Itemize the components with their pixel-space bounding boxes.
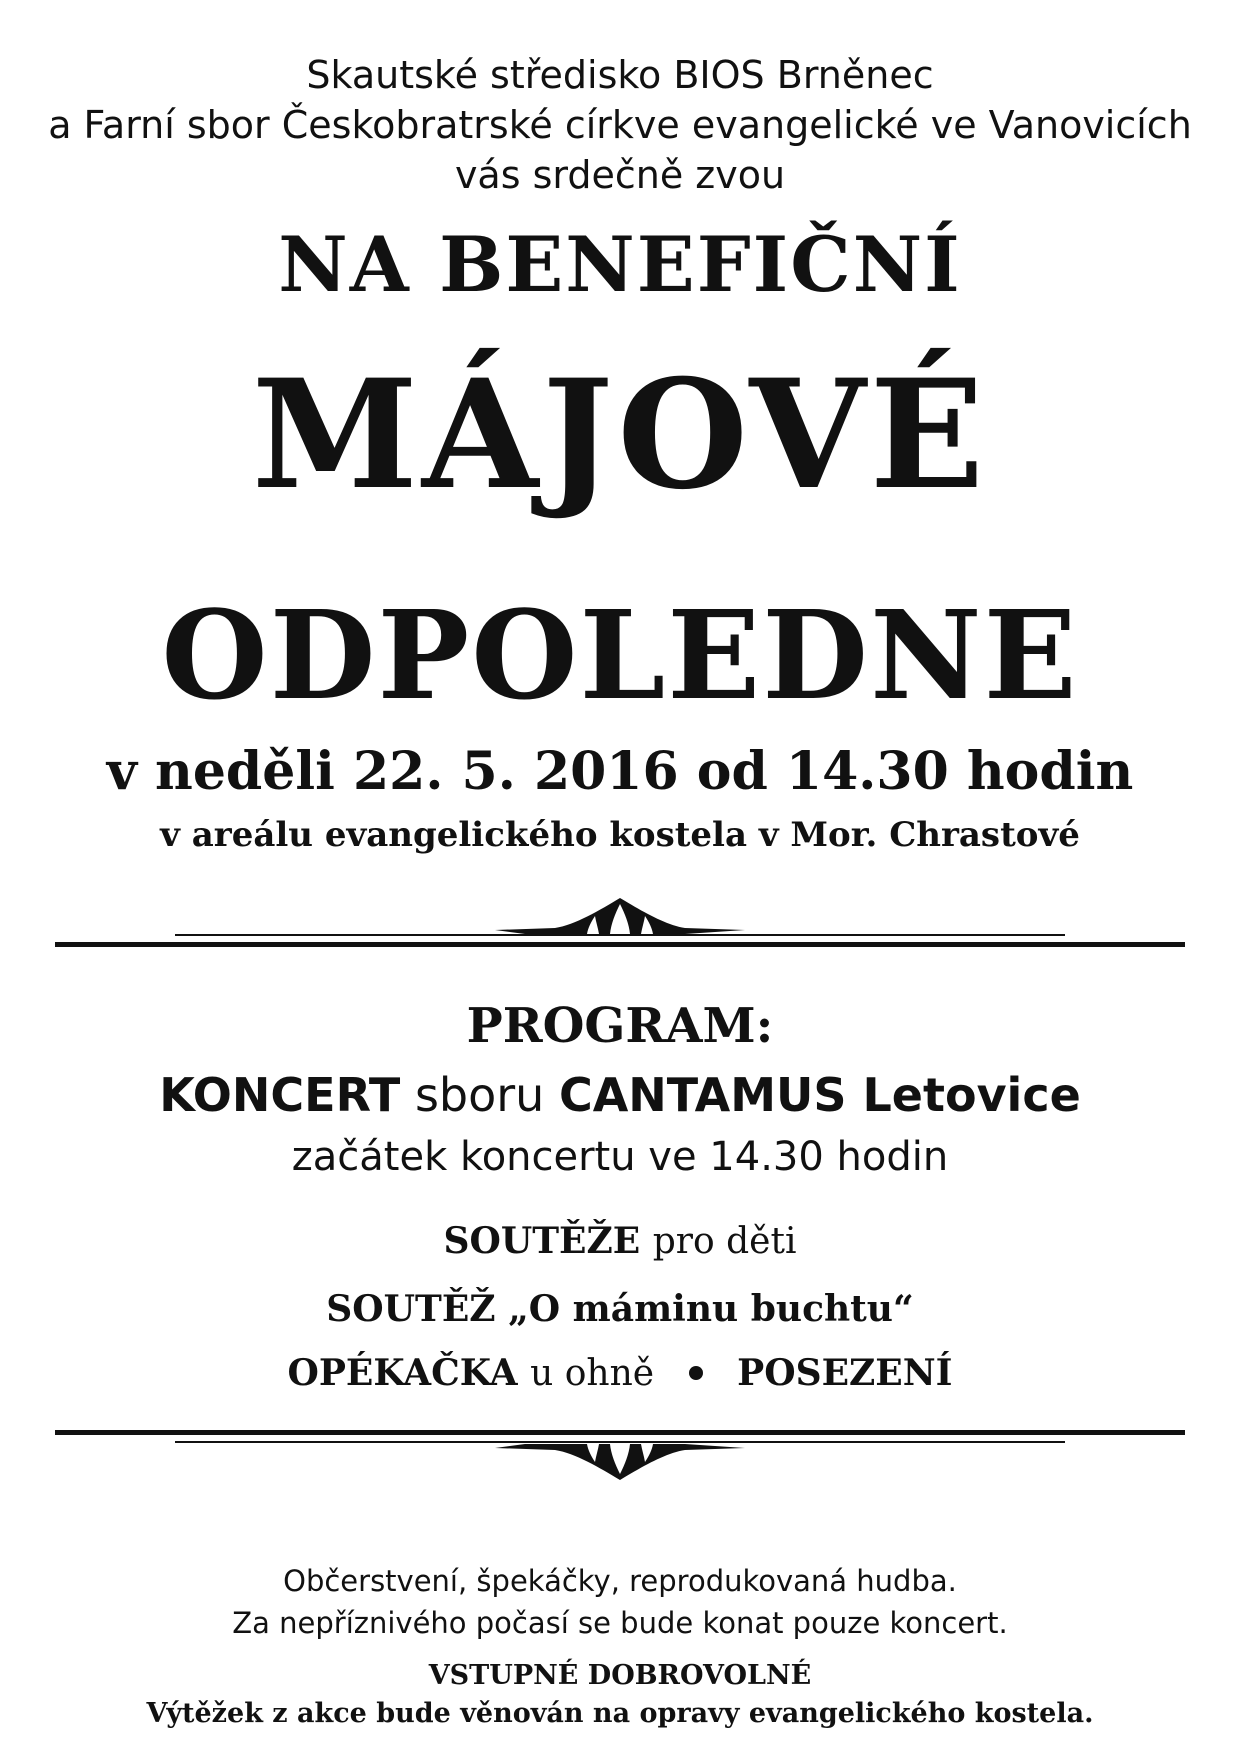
item-3-bold: OPÉKAČKA xyxy=(287,1352,518,1394)
weather-note: Za nepříznivého počasí se bude konat pouze koncert. xyxy=(232,1606,1008,1640)
concert-choir: CANTAMUS Letovice xyxy=(558,1068,1081,1122)
organizer-line-2: a Farní sbor Českobratrské církve evangelické ve Vanovicích xyxy=(48,103,1192,147)
program-item-baking-contest: SOUTĚŽ „O máminu buchtu“ xyxy=(326,1288,914,1330)
item-3-rest: u ohně xyxy=(530,1353,655,1394)
admission-note: VSTUPNÉ DOBROVOLNÉ xyxy=(428,1660,812,1691)
bullet-dot xyxy=(689,1366,703,1380)
concert-start-time: začátek koncertu ve 14.30 hodin xyxy=(291,1134,949,1180)
program-item-roasting xyxy=(0,1350,1240,1397)
refreshments-note: Občerstvení, špekáčky, reprodukovaná hudba. xyxy=(283,1564,957,1598)
proceeds-note: Výtěžek z akce bude věnován na opravy evangelického kostela. xyxy=(146,1698,1094,1729)
program-concert xyxy=(0,1066,1240,1124)
program-heading: PROGRAM: xyxy=(466,998,774,1054)
item-1-bold: SOUTĚŽE xyxy=(443,1220,641,1262)
headline-big-subtitle: ODPOLEDNE xyxy=(161,583,1079,727)
concert-connector: sboru xyxy=(414,1068,545,1122)
ornament-divider-top xyxy=(55,890,1185,980)
concert-label: KONCERT xyxy=(159,1068,401,1122)
event-date: v neděli 22. 5. 2016 od 14.30 hodin xyxy=(106,741,1134,802)
organizer-line-1: Skautské středisko BIOS Brněnec xyxy=(306,53,934,97)
item-1-rest: pro děti xyxy=(652,1221,797,1262)
headline-big-title: MÁJOVÉ xyxy=(251,347,989,523)
invitation-line: vás srdečně zvou xyxy=(454,153,786,197)
program-item-competitions-kids xyxy=(0,1218,1240,1265)
item-4: POSEZENÍ xyxy=(737,1352,953,1394)
ornament-divider-bottom xyxy=(55,1400,1185,1490)
event-venue: v areálu evangelického kostela v Mor. Chrastové xyxy=(160,815,1080,855)
headline-small: NA BENEFIČNÍ xyxy=(278,220,962,309)
